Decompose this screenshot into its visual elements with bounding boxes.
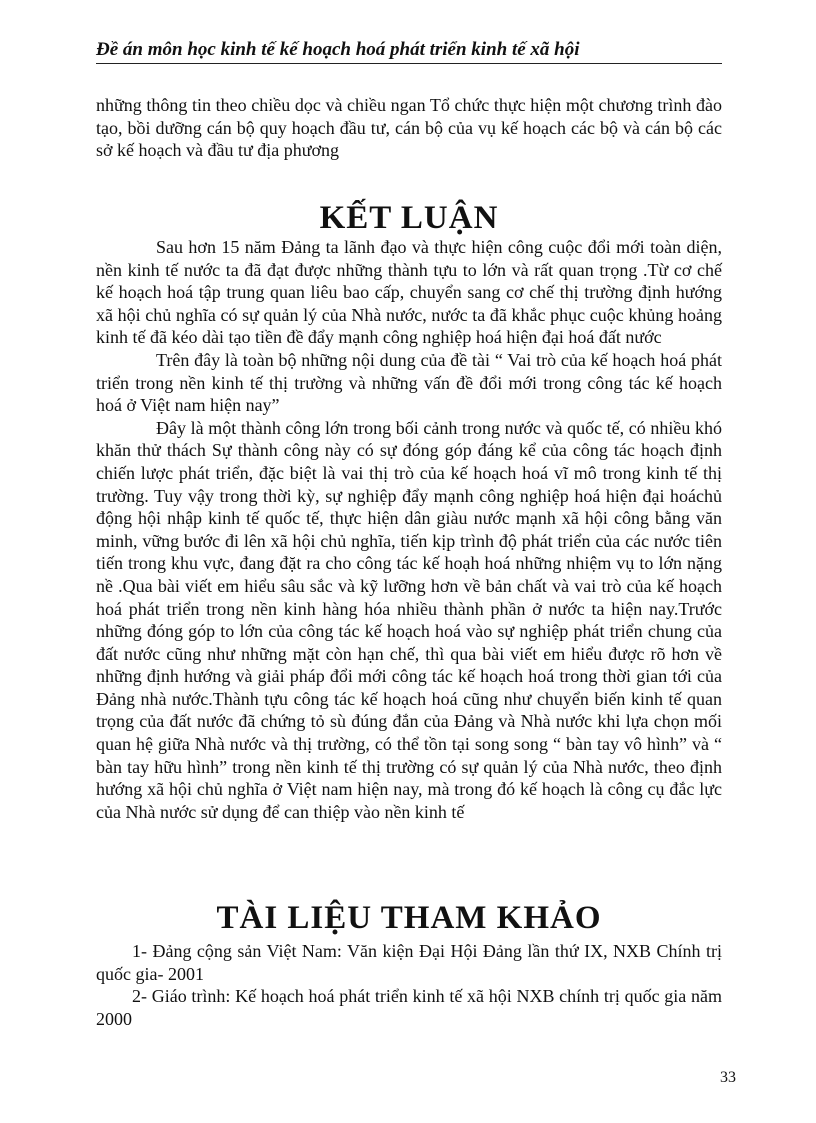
conclusion-paragraph-3: Đây là một thành công lớn trong bối cảnh trong nước và quốc tế, có nhiều khó khăn thử thách Sự thành công này có sự đóng góp đáng kể của công tác hoạch định chiến lược phát triển, đặc biệt là vai thị trò của kế hoạch hoá vĩ mô trong kinh tế thị trường. Tuy vậy trong thời kỳ, sự nghiệp đẩy mạnh công nghiệp hoá hiện đại hoáchủ động hội nhập kinh tế quốc tế, thực hiện dân giàu nước mạnh xã hội công bằng văn minh, vững bước đi lên xã hội chủ nghĩa, tiến kịp trình độ phát triển của các nước tiên tiến trong khu vực, đang đặt ra cho công tác kế hoạh hoá những nhiệm vụ to lớn nặng nề .Qua bài viết em hiểu sâu sắc và kỹ lưỡng hơn về bản chất và vai trò của kế hoạch hoá phát triển trong nền kinh hàng hóa nhiều thành phần ở nước ta hiện nay.Trước những đóng góp to lớn của công tác kế hoạch hoá vào sự nghiệp phát triển chung của đất nước cũng như những mặt còn hạn chế, thì qua bài viết em hiểu được rõ hơn về những định hướng và giải pháp đổi mới công tác kế hoạch hoá trong thời gian tới của Đảng nhà nước.Thành tựu công tác kế hoạch hoá cũng như chuyển biến kinh tế quan trọng của đất nước đã chứng tỏ sù đúng đắn của Đảng và Nhà nước khi lựa chọn mối quan hệ giữa Nhà nước và thị trường, có thể tồn tại song song “ bàn tay vô hình” và “ bàn tay hữu hình” trong nền kinh tế thị trường có sự quản lý của Nhà nước, theo định hướng xã hội chủ nghĩa ở Việt nam hiện nay, mà trong đó kế hoạch là công cụ đắc lực của Nhà nước sử dụng để can thiệp vào nền kinh tế [96, 417, 722, 822]
references-section [96, 940, 722, 1030]
intro-section [96, 94, 722, 162]
page-number: 33 [720, 1069, 736, 1086]
references-heading: TÀI LIỆU THAM KHẢO [216, 900, 602, 936]
conclusion-paragraph-1: Sau hơn 15 năm Đảng ta lãnh đạo và thực hiện công cuộc đổi mới toàn diện, nền kinh tế nước ta đã đạt được những thành tựu to lớn và rất quan trọng .Từ cơ chế kế hoạch hoá tập trung quan liêu bao cấp, chuyển sang cơ chế thị trường định hướng xã hội chủ nghĩa có sự quản lý của Nhà nước, nước ta đã khắc phục cuộc khủng hoảng kinh tế đã kéo dài tạo tiền đề đẩy mạnh công nghiệp hoá hiện đại hoá đất nước [96, 237, 722, 348]
intro-paragraph: những thông tin theo chiều dọc và chiều ngan Tổ chức thực hiện một chương trình đào tạo, bồi dưỡng cán bộ quy hoạch đầu tư, cán bộ của vụ kế hoạch các bộ và cán bộ các sở kế hoạch và đầu tư địa phương [96, 95, 722, 161]
header-rule [96, 63, 722, 64]
running-header: Đề án môn học kinh tế kế hoạch hoá phát triển kinh tế xã hội [96, 39, 580, 60]
reference-item-1: 1- Đảng cộng sản Việt Nam: Văn kiện Đại Hội Đảng lần thứ IX, NXB Chính trị quốc gia- 2001 [96, 941, 722, 984]
conclusion-heading: KẾT LUẬN [319, 200, 499, 236]
reference-item-2: 2- Giáo trình: Kế hoạch hoá phát triển kinh tế xã hội NXB chính trị quốc gia năm 2000 [96, 986, 722, 1029]
conclusion-section [96, 236, 722, 823]
conclusion-paragraph-2: Trên đây là toàn bộ những nội dung của đề tài “ Vai trò của kế hoạch hoá phát triển trong nền kinh tế thị trường và những vấn đề đổi mới trong công tác kế hoạch hoá ở Việt nam hiện nay” [96, 349, 722, 416]
